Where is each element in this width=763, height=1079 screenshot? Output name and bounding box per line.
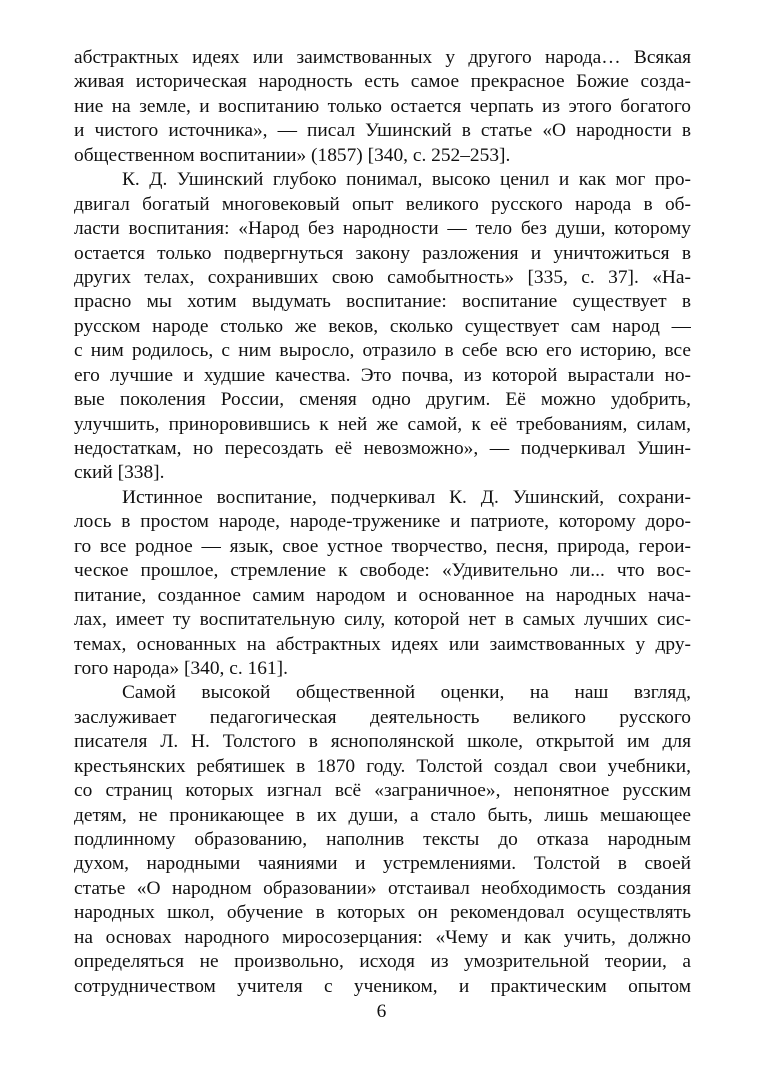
text-line: общественном воспитании» (1857) [340, с. 252–253]. bbox=[74, 144, 511, 166]
page-body-text bbox=[74, 46, 691, 999]
text-line: прасно мы хотим выдумать воспитание: воспитание существует в bbox=[74, 291, 691, 313]
text-line: лось в простом народе, народе-труженике и патриоте, которому доро- bbox=[74, 511, 691, 533]
text-line: народных школ, обучение в которых он рекомендовал осуществлять bbox=[74, 902, 691, 924]
paragraph-first-line: К. Д. Ушинский глубоко понимал, высоко ценил и как мог про- bbox=[122, 169, 691, 191]
text-line: живая историческая народность есть самое прекрасное Божие созда- bbox=[74, 71, 691, 93]
text-line: ческое прошлое, стремление к свободе: «Удивительно ли... что вос- bbox=[74, 560, 691, 582]
paragraph-first-line: Истинное воспитание, подчеркивал К. Д. Ушинский, сохрани- bbox=[122, 486, 691, 508]
text-line: ние на земле, и воспитанию только остается черпать из этого богатого bbox=[74, 95, 691, 117]
text-line: его лучшие и худшие качества. Это почва, из которой вырастали но- bbox=[74, 364, 691, 386]
text-line: других телах, сохранивших свою самобытность» [335, с. 37]. «На- bbox=[74, 266, 691, 288]
text-line: статье «О народном образовании» отстаивал необходимость создания bbox=[74, 877, 691, 899]
text-line: абстрактных идеях или заимствованных у другого народа… Всякая bbox=[74, 47, 691, 68]
text-line: определяться не произвольно, исходя из умозрительной теории, а bbox=[74, 951, 691, 973]
text-line: двигал богатый многовековый опыт великого русского народа в об- bbox=[74, 193, 691, 215]
text-line: со страниц которых изгнал всё «заграничное», непонятное русским bbox=[74, 780, 691, 802]
text-line: духом, народными чаяниями и устремлениями. Толстой в своей bbox=[74, 853, 691, 875]
text-line: ласти воспитания: «Народ без народности — тело без души, которому bbox=[74, 218, 691, 240]
text-line: темах, основанных на абстрактных идеях или заимствованных у дру- bbox=[74, 633, 691, 655]
paragraph-first-line: Самой высокой общественной оценки, на наш взгляд, bbox=[122, 682, 691, 704]
text-line: на основах народного миросозерцания: «Чему и как учить, должно bbox=[74, 926, 691, 948]
text-line: детям, не проникающее в их души, а стало быть, лишь мешающее bbox=[74, 804, 691, 826]
text-line: сотрудничеством учителя с учеником, и практическим опытом bbox=[74, 975, 691, 997]
text-line: питание, созданное самим народом и основанное на народных нача- bbox=[74, 584, 691, 606]
text-line: с ним родилось, с ним выросло, отразило в себе всю его историю, все bbox=[74, 340, 691, 362]
text-line: ский [338]. bbox=[74, 462, 165, 484]
text-line: улучшить, приноровившись к ней же самой, к её требованиям, силам, bbox=[74, 413, 691, 435]
text-line: подлинному образованию, наполнив тексты до отказа народным bbox=[74, 829, 691, 850]
text-line: русском народе столько же веков, сколько существует сам народ — bbox=[74, 315, 691, 337]
text-line: недостаткам, но пересоздать её невозможно», — подчеркивал Ушин- bbox=[74, 438, 691, 459]
text-line: лах, имеет ту воспитательную силу, которой нет в самых лучших сис- bbox=[74, 609, 691, 631]
text-line: крестьянских ребятишек в 1870 году. Толстой создал свои учебники, bbox=[74, 755, 691, 777]
text-line: го все родное — язык, свое устное творчество, песня, природа, герои- bbox=[74, 535, 691, 557]
text-line: гого народа» [340, с. 161]. bbox=[74, 657, 288, 679]
text-line: и чистого источника», — писал Ушинский в статье «О народности в bbox=[74, 120, 691, 142]
text-line: писателя Л. Н. Толстого в яснополянской школе, открытой им для bbox=[74, 731, 691, 753]
text-line: остается только подвергнуться закону разложения и уничтожиться в bbox=[74, 242, 691, 264]
text-line: заслуживает педагогическая деятельность великого русского bbox=[74, 706, 691, 728]
page-number: 6 bbox=[376, 1001, 387, 1022]
text-line: вые поколения России, сменяя одно другим. Её можно удобрить, bbox=[74, 389, 691, 411]
